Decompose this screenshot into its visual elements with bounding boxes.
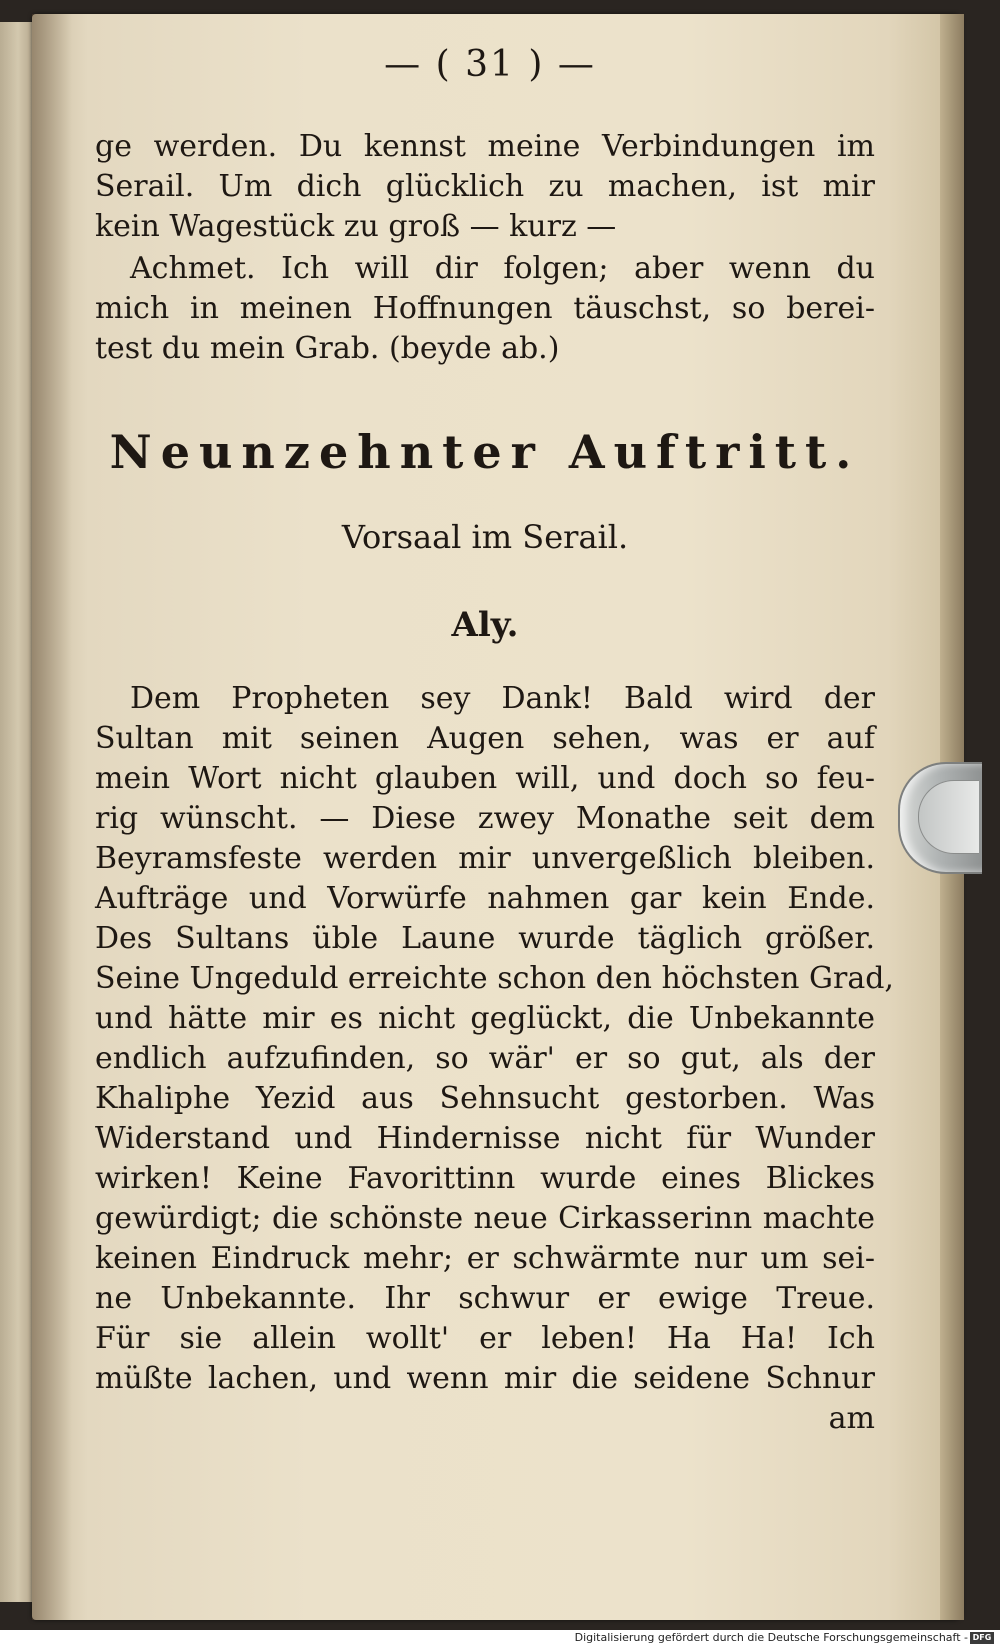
page-gutter-shadow xyxy=(32,14,72,1620)
text-line: Für sie allein wollt' er leben! Ha Ha! Ich xyxy=(95,1321,875,1356)
text-line: Widerstand und Hindernisse nicht für Wunder xyxy=(95,1121,875,1156)
scene-title: Neunzehnter Auftritt. xyxy=(109,425,861,479)
text-line: Aufträge und Vorwürfe nahmen gar kein Ende. xyxy=(95,881,875,916)
text-line: rig wünscht. — Diese zwey Monathe seit dem xyxy=(95,801,875,836)
speaker-name: Aly. xyxy=(451,605,519,645)
text-line: Dem Propheten sey Dank! Bald wird der xyxy=(130,681,875,716)
page-clip-inner xyxy=(918,780,979,854)
text-line: gewürdigt; die schönste neue Cirkasserinn machte xyxy=(95,1201,875,1236)
text-line: wirken! Keine Favorittinn wurde eines Blickes xyxy=(95,1161,875,1196)
text-line: mein Wort nicht glauben will, und doch so feu- xyxy=(95,761,875,796)
text-line: ge werden. Du kennst meine Verbindungen im xyxy=(95,129,875,164)
text-line: test du mein Grab. (beyde ab.) xyxy=(95,331,560,366)
text-line: Seine Ungeduld erreichte schon den höchsten Grad, xyxy=(95,961,894,996)
text-line: Beyramsfeste werden mir unvergeßlich bleiben. xyxy=(95,841,875,876)
text-line: mich in meinen Hoffnungen täuschst, so berei- xyxy=(95,291,875,326)
text-line: Serail. Um dich glücklich zu machen, ist mir xyxy=(95,169,875,204)
text-line: Khaliphe Yezid aus Sehnsucht gestorben. Was xyxy=(95,1081,875,1116)
digitization-credit: Digitalisierung gefördert durch die Deutsche Forschungsgemeinschaft - xyxy=(574,1631,968,1644)
catchword: am xyxy=(828,1401,875,1436)
text-line: Des Sultans üble Laune wurde täglich größer. xyxy=(95,921,875,956)
scene-location: Vorsaal im Serail. xyxy=(341,518,629,556)
text-line: und hätte mir es nicht geglückt, die Unbekannte xyxy=(95,1001,875,1036)
page-number: — ( 31 ) — xyxy=(384,44,596,85)
speaker-line: Achmet. Ich will dir folgen; aber wenn du xyxy=(130,251,875,286)
text-line: endlich aufzufinden, so wär' er so gut, als der xyxy=(95,1041,875,1076)
text-line: müßte lachen, und wenn mir die seidene Schnur xyxy=(95,1361,875,1396)
text-line: kein Wagestück zu groß — kurz — xyxy=(95,209,617,244)
dfg-logo-icon: DFG xyxy=(970,1632,994,1644)
text-line: ne Unbekannte. Ihr schwur er ewige Treue. xyxy=(95,1281,875,1316)
text-line: keinen Eindruck mehr; er schwärmte nur um sei- xyxy=(95,1241,875,1276)
text-line: Sultan mit seinen Augen sehen, was er auf xyxy=(95,721,875,756)
